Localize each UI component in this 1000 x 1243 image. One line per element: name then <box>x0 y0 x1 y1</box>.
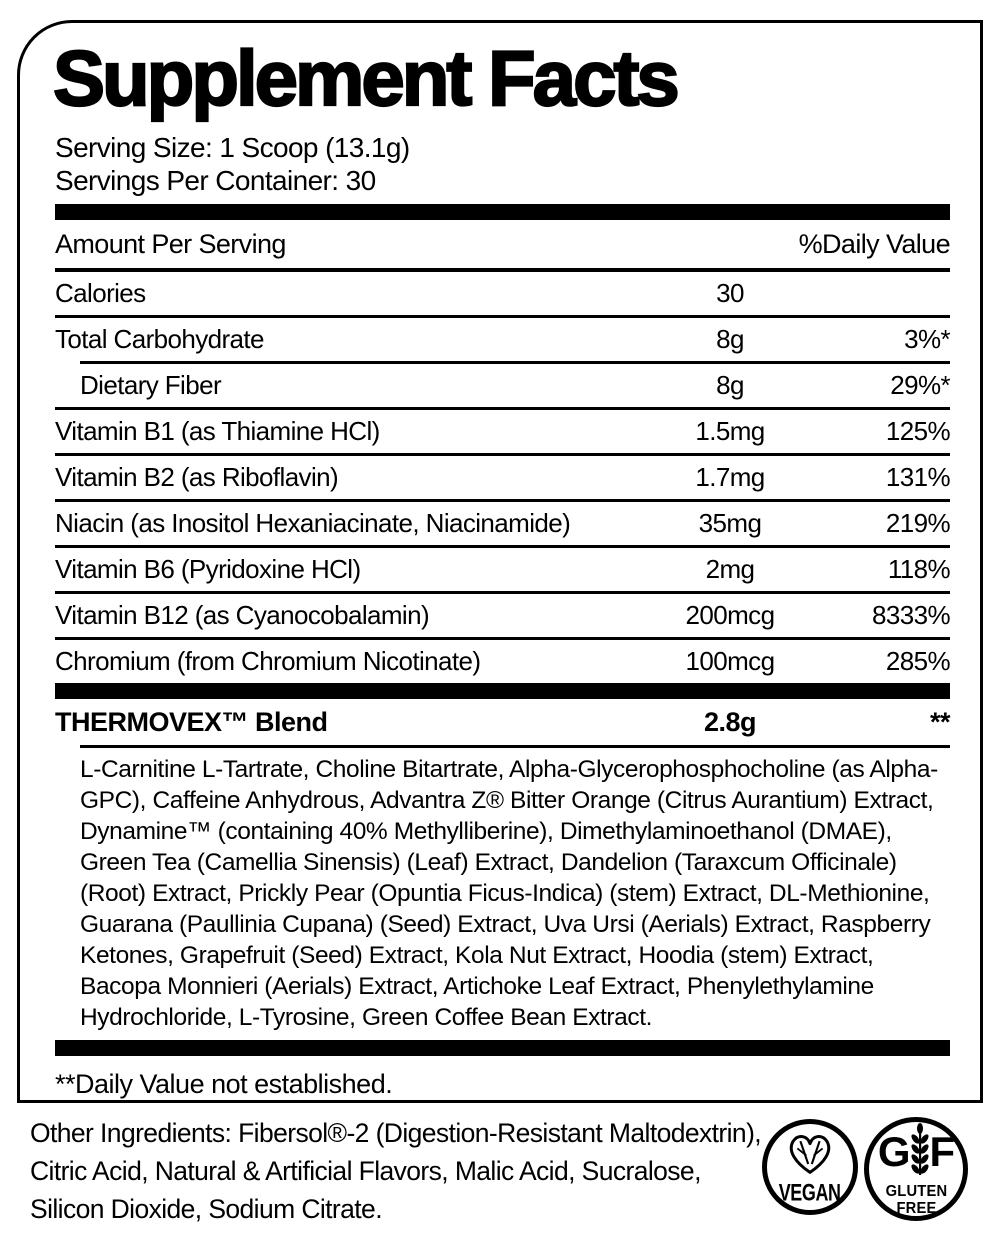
nutrient-row-vitamin-b12 <box>55 594 950 637</box>
nutrient-amount: 8g <box>716 370 744 400</box>
supplement-facts-panel <box>17 20 983 1103</box>
vegan-label: VEGAN <box>779 1178 841 1206</box>
blend-amount: 2.8g <box>703 706 757 737</box>
nutrient-name: Vitamin B6 (Pyridoxine HCl) <box>55 554 361 584</box>
nutrient-name: Vitamin B12 (as Cyanocobalamin) <box>55 600 430 630</box>
nutrient-row-total-carbohydrate <box>55 318 950 361</box>
nutrient-name: Total Carbohydrate <box>55 324 264 354</box>
blend-ingredients-text: L-Carnitine L-Tartrate, Choline Bitartrate, Alpha-Glycerophosphocholine (as Alpha-GPC), Caffeine Anhydrous, Advantra Z® Bitter Orange (Citrus Aurantium) Extract, Dynamine™ (containing 40% Methylliberine), Dimethylaminoethanol (DMAE), Green Tea (Camellia Sinensis) (Leaf) Extract, Dandelion (Taraxcum Officinale) (Root) Extract, Prickly Pear (Opuntia Ficus-Indica) (stem) Extract, DL-Methionine, Guarana (Paullinia Cupana) (Seed) Extract, Uva Ursi (Aerials) Extract, Raspberry Ketones, Grapefruit (Seed) Extract, Kola Nut Extract, Hoodia (stem) Extract, Bacopa Monnieri (Aerials) Extract, Artichoke Leaf Extract, Phenylethylamine Hydrochloride, L-Tyrosine, Green Coffee Bean Extract. <box>80 756 938 1031</box>
daily-value-header: %Daily Value <box>798 229 950 259</box>
nutrient-name: Calories <box>55 278 146 308</box>
nutrient-amount: 100mcg <box>685 646 775 676</box>
nutrient-daily-value: 3%* <box>904 324 950 354</box>
serving-size-text: Serving Size: 1 Scoop (13.1g) <box>55 132 410 163</box>
supplement-facts-title: Supplement Facts <box>53 34 677 122</box>
nutrient-daily-value: 125% <box>885 416 950 446</box>
nutrient-amount: 1.5mg <box>695 416 765 446</box>
bottom-divider-bar <box>55 1040 950 1056</box>
gluten-free-label-line2: FREE <box>895 1200 937 1217</box>
gluten-free-f-letter: F <box>929 1128 955 1175</box>
mid-divider-bar <box>55 683 950 699</box>
nutrient-amount: 2mg <box>705 554 755 584</box>
other-ingredients-text: Other Ingredients: Fibersol®-2 (Digestion-Resistant Maltodextrin), Citric Acid, Natural & Artificial Flavors, Malic Acid, Sucralose, Silicon Dioxide, Sodium Citrate. <box>30 1118 762 1224</box>
nutrient-amount: 8g <box>716 324 744 354</box>
nutrient-row-vitamin-b1 <box>55 410 950 453</box>
blend-separator <box>80 745 950 748</box>
gluten-free-label <box>885 1183 947 1217</box>
vegan-badge <box>762 1119 858 1215</box>
nutrient-row-vitamin-b6 <box>55 548 950 591</box>
nutrient-daily-value: 219% <box>885 508 950 538</box>
nutrient-daily-value: 29%* <box>890 370 950 400</box>
vegan-heart-leaf-icon <box>780 1128 840 1181</box>
wheat-icon <box>910 1123 930 1181</box>
nutrient-daily-value: 118% <box>887 554 950 584</box>
nutrient-amount: 35mg <box>698 508 762 538</box>
gluten-free-badge <box>864 1117 968 1221</box>
nutrient-row-niacin <box>55 502 950 545</box>
nutrient-daily-value: 285% <box>885 646 950 676</box>
amount-per-serving-header: Amount Per Serving <box>55 229 286 259</box>
blend-daily-value: ** <box>929 706 950 737</box>
nutrient-amount: 30 <box>716 278 744 308</box>
servings-per-container-text: Servings Per Container: 30 <box>55 165 376 196</box>
nutrient-name: Vitamin B2 (as Riboflavin) <box>55 462 339 492</box>
nutrient-amount: 1.7mg <box>695 462 765 492</box>
nutrient-row-calories <box>55 272 950 315</box>
nutrient-row-dietary-fiber <box>55 364 950 407</box>
nutrient-name: Niacin (as Inositol Hexaniacinate, Niacinamide) <box>55 508 571 538</box>
blend-name: THERMOVEX™ Blend <box>55 706 328 737</box>
thermovex-blend-row <box>55 699 950 745</box>
nutrient-name: Vitamin B1 (as Thiamine HCl) <box>55 416 380 446</box>
nutrient-row-vitamin-b2 <box>55 456 950 499</box>
gluten-free-g-letter: G <box>877 1128 910 1175</box>
daily-value-footnote: **Daily Value not established. <box>55 1069 393 1099</box>
nutrient-daily-value: 131% <box>885 462 950 492</box>
nutrient-row-chromium <box>55 640 950 683</box>
nutrient-daily-value: 8333% <box>872 600 950 630</box>
gluten-free-monogram <box>878 1123 954 1181</box>
nutrient-name: Dietary Fiber <box>80 370 222 400</box>
nutrient-name: Chromium (from Chromium Nicotinate) <box>55 646 481 676</box>
top-divider-bar <box>55 204 950 220</box>
nutrient-amount: 200mcg <box>685 600 775 630</box>
table-header-row <box>55 220 950 268</box>
gluten-free-label-line1: GLUTEN <box>885 1183 947 1200</box>
